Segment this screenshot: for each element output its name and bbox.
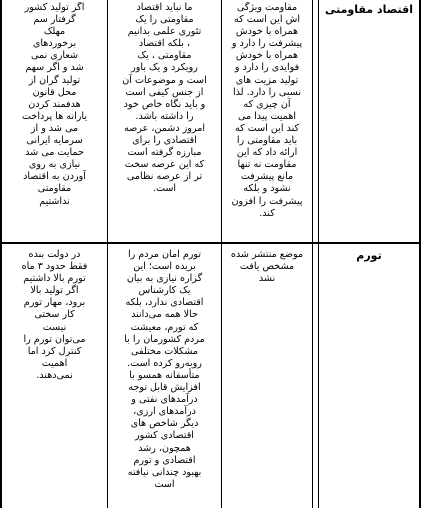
row-divider: [0, 242, 421, 244]
row-heading-resistance-economy: اقتصاد مقاومتی: [324, 4, 414, 16]
column-divider: [312, 0, 313, 508]
cell-inflation-col4: در دولت بنده فقط حدود ۳ ماه تورم بالا داشتیم اگر تولید بالا برود، مهار تورم کار سختی نیست می‌توان تورم را کنترل کرد اما اهمیت نمی‌دهند.: [21, 249, 88, 381]
cell-resistance-col3: ما نباید اقتصاد مقاومتی را یک تئوری علمی بدانیم ، بلکه اقتصاد مقاومتی ، یک رویکرد و یک باور است و موضوعات آن از جنس کیفی است و باید نگاه خاص خود را داشته باشد. امروز دشمن، عرصه اقتصادی را برای مبارزه گرفته است که این عرصه سخت تر از عرصه نظامی است.: [122, 2, 207, 195]
column-divider: [318, 0, 319, 508]
row-heading-inflation: تورم: [356, 250, 382, 262]
table-left-border: [0, 0, 2, 508]
column-divider: [221, 0, 222, 508]
cell-inflation-col3: تورم امان مردم را بریده است؛ این گزاره نیازی به بیان یک کارشناس اقتصادی ندارد، بلکه حالا همه می‌دانند که تورم، معیشت مردم کشورمان را با مشکلات مختلفی روبه‌رو کرده است. متأسفانه همسو با افزایش قابل توجه درآمدهای نفتی و درآمدهای ارزی، دیگر شاخص های اقتصادی کشور همچون، رشد اقتصادی و تورم بهبود چندانی نیافته است: [124, 249, 205, 490]
cell-inflation-col2: موضع منتشر شده مشخص یافت نشد: [230, 249, 304, 285]
cell-resistance-col4: اگر تولید کشور گرفتار سم مهلک برخوردهای شعاری نمی شد و اگر سهم تولید گران از محل قانون هدفمند کردن یارانه ها پرداخت می شد و از سرمایه ایرانی حمایت می شد نیازی به روی آوردن به اقتصاد مقاومتی نداشتیم: [21, 2, 88, 207]
cell-resistance-col2: مقاومت ویژگی اش این است که همراه با خودش پیشرفت را دارد و همراه با خودش فوایدی را دارد و تولید مزیت های نسبی را دارد. لذا آن چیزی که اهمیت پیدا می کند این است که باید مقاومتی را ارائه داد که این مقاومت نه تنها مانع پیشرفت نشود و بلکه پیشرفت را افزون کند.: [231, 2, 303, 219]
column-divider: [107, 0, 108, 508]
